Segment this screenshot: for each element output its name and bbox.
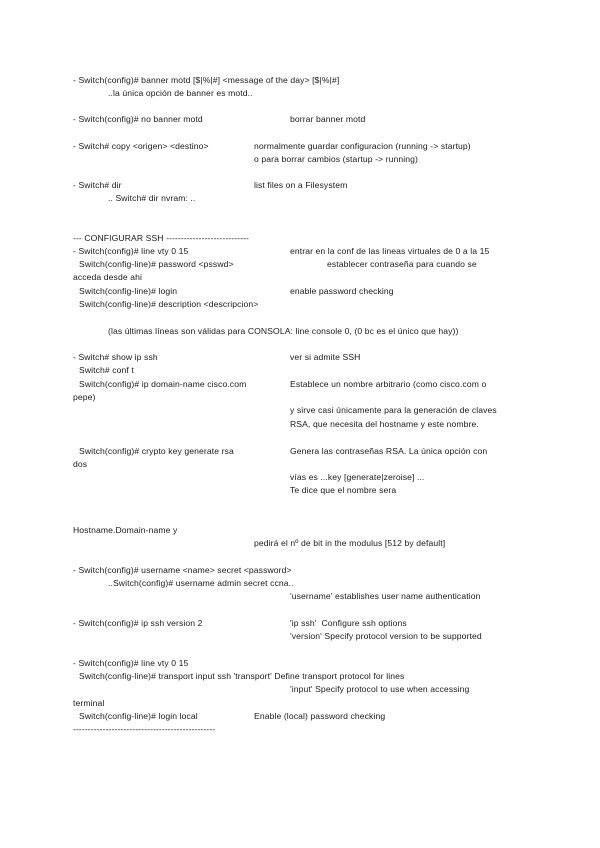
divider-line: ------------------------------------------------ <box>73 724 216 734</box>
text-line: Enable (local) password checking <box>254 711 386 721</box>
text-line: ..Switch(config)# username admin secret ccna.. <box>108 578 294 588</box>
text-line: establecer contraseña para cuando se <box>327 259 477 269</box>
section-heading: --- CONFIGURAR SSH ---------------------------- <box>73 233 250 243</box>
text-line: - Switch(config)# ip ssh version 2 <box>73 618 203 628</box>
text-line: (las últimas líneas son válidas para CONSOLA: line console 0, (0 bc es el único que hay)) <box>108 326 459 336</box>
text-line: enable password checking <box>290 286 394 296</box>
text-line: - Switch(config)# no banner motd <box>73 114 203 124</box>
text-line: 'version' Specify protocol version to be supported <box>290 631 482 641</box>
text-line: Switch(config-line)# password <psswd> <box>79 259 234 269</box>
text-line: .. Switch# dir nvram: .. <box>108 193 196 203</box>
text-line: 'ip ssh' Configure ssh options <box>290 618 407 628</box>
text-line: - Switch# copy <origen> <destino> <box>73 141 209 151</box>
text-line: Switch(config)# crypto key generate rsa <box>79 446 234 456</box>
text-line: list files on a Filesystem <box>254 180 348 190</box>
text-line: o para borrar cambios (startup -> running) <box>254 154 418 164</box>
text-line: - Switch# dir <box>73 180 122 190</box>
text-line: Hostname.Domain-name y <box>73 525 178 535</box>
text-line: Switch(config-line)# login local <box>79 711 198 721</box>
text-line: pepe) <box>73 392 96 402</box>
text-line: Genera las contraseñas RSA. La única opción con <box>290 446 488 456</box>
text-line: Switch(config-line)# description <descripcion> <box>79 299 259 309</box>
text-line: pedirá el nº de bit in the modulus [512 by default] <box>254 538 446 548</box>
text-line: Establece un nombre arbitrario (como cisco.com o <box>290 379 487 389</box>
text-line: - Switch(config)# banner motd [$|%|#] <message of the day> [$|%|#] <box>73 75 340 85</box>
text-line: ver si admite SSH <box>290 352 361 362</box>
text-line: Switch(config-line)# transport input ssh 'transport' Define transport protocol for lines <box>79 671 405 681</box>
text-line: terminal <box>73 698 105 708</box>
text-line: Te dice que el nombre sera <box>290 485 397 495</box>
text-line: 'username' establishes user name authentication <box>290 591 481 601</box>
text-line: y sirve casi únicamente para la generación de claves <box>290 405 497 415</box>
text-line: Switch(config)# ip domain-name cisco.com <box>79 379 247 389</box>
text-line: Switch(config-line)# login <box>79 286 178 296</box>
text-line: Switch# conf t <box>79 365 134 375</box>
text-line: - Switch(config)# line vty 0 15 <box>73 246 189 256</box>
text-line: - Switch# show ip ssh <box>73 352 158 362</box>
text-line: dos <box>73 459 88 469</box>
text-line: vías es ...key [generate|zeroise] ... <box>290 472 425 482</box>
text-line: acceda desde ahi <box>73 272 142 282</box>
text-line: - Switch(config)# username <name> secret <password> <box>73 565 292 575</box>
text-line: RSA, que necesita del hostname y este nombre. <box>290 419 479 429</box>
text-line: entrar en la conf de las lineas virtuales de 0 a la 15 <box>290 246 490 256</box>
text-line: borrar banner motd <box>290 114 366 124</box>
text-line: - Switch(config)# line vty 0 15 <box>73 658 189 668</box>
text-line: ..la única opción de banner es motd.. <box>108 88 253 98</box>
text-line: normalmente guardar configuracion (running -> startup) <box>254 141 471 151</box>
text-line: 'input' Specify protocol to use when accessing <box>290 684 470 694</box>
